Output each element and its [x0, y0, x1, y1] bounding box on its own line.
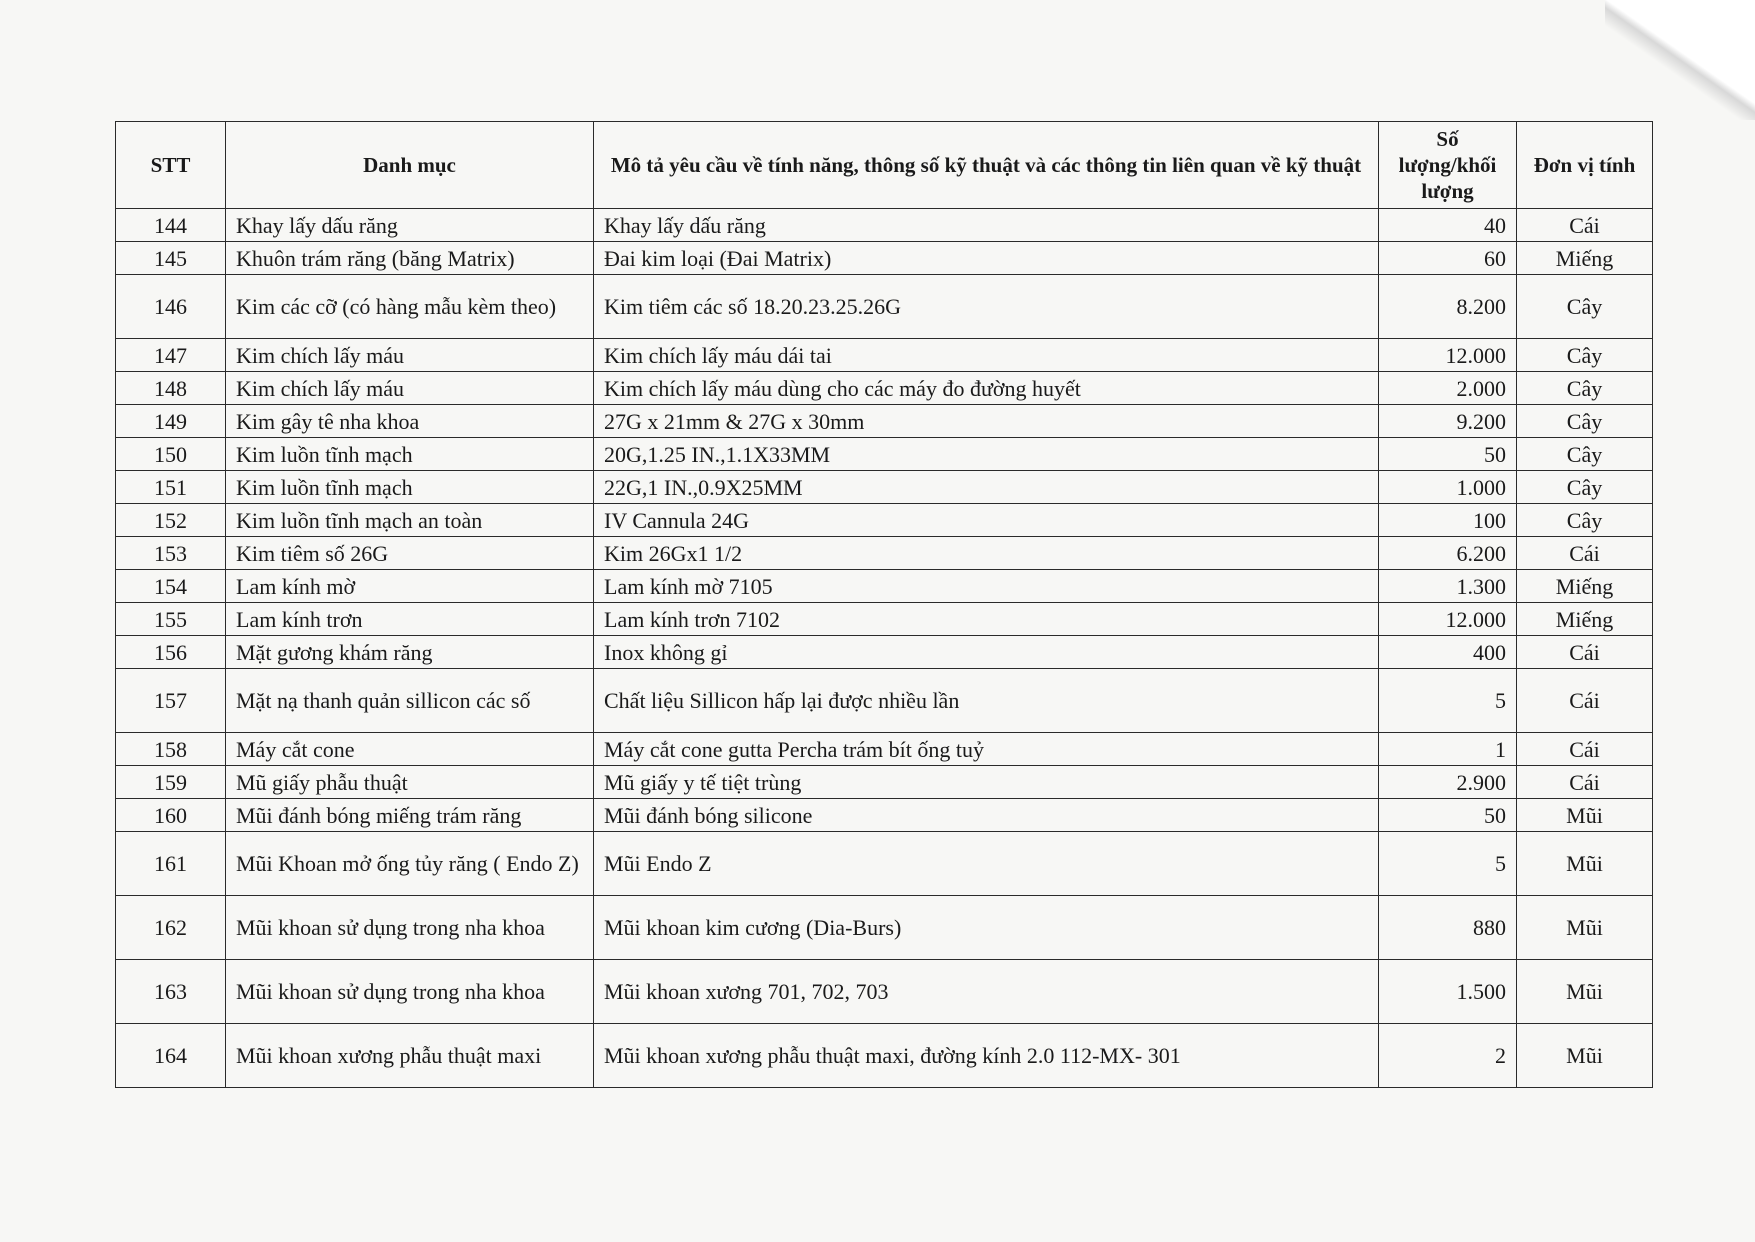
cell-quantity: 2 — [1379, 1024, 1517, 1088]
table-row — [116, 471, 1653, 504]
table-row — [116, 405, 1653, 438]
cell-category: Mũi khoan sử dụng trong nha khoa — [226, 960, 594, 1024]
table-row — [116, 896, 1653, 960]
table-row — [116, 438, 1653, 471]
cell-stt: 154 — [116, 570, 226, 603]
cell-description: Lam kính mờ 7105 — [594, 570, 1379, 603]
cell-category: Kim chích lấy máu — [226, 372, 594, 405]
cell-description: Kim chích lấy máu dùng cho các máy đo đường huyết — [594, 372, 1379, 405]
cell-stt: 155 — [116, 603, 226, 636]
table-row — [116, 537, 1653, 570]
table-row — [116, 275, 1653, 339]
cell-stt: 160 — [116, 799, 226, 832]
cell-category: Mũi khoan xương phẫu thuật maxi — [226, 1024, 594, 1088]
cell-unit: Mũi — [1517, 896, 1653, 960]
cell-quantity: 100 — [1379, 504, 1517, 537]
cell-quantity: 60 — [1379, 242, 1517, 275]
cell-unit: Cái — [1517, 636, 1653, 669]
cell-description: Mũi khoan xương 701, 702, 703 — [594, 960, 1379, 1024]
cell-description: 27G x 21mm & 27G x 30mm — [594, 405, 1379, 438]
cell-unit: Cái — [1517, 766, 1653, 799]
cell-category: Lam kính mờ — [226, 570, 594, 603]
table-row — [116, 603, 1653, 636]
cell-stt: 158 — [116, 733, 226, 766]
table-row — [116, 339, 1653, 372]
cell-quantity: 1.500 — [1379, 960, 1517, 1024]
cell-description: Kim tiêm các số 18.20.23.25.26G — [594, 275, 1379, 339]
table-header-row — [116, 122, 1653, 209]
table-row — [116, 832, 1653, 896]
cell-unit: Cây — [1517, 471, 1653, 504]
cell-stt: 164 — [116, 1024, 226, 1088]
cell-description: 22G,1 IN.,0.9X25MM — [594, 471, 1379, 504]
cell-unit: Cái — [1517, 209, 1653, 242]
cell-quantity: 12.000 — [1379, 339, 1517, 372]
cell-unit: Cây — [1517, 504, 1653, 537]
cell-quantity: 1 — [1379, 733, 1517, 766]
header-quantity: Số lượng/khối lượng — [1379, 122, 1517, 209]
header-description: Mô tả yêu cầu về tính năng, thông số kỹ thuật và các thông tin liên quan về kỹ thuật — [594, 122, 1379, 209]
cell-category: Kim luồn tĩnh mạch — [226, 471, 594, 504]
cell-quantity: 1.300 — [1379, 570, 1517, 603]
cell-stt: 157 — [116, 669, 226, 733]
cell-category: Mặt gương khám răng — [226, 636, 594, 669]
cell-description: Mũi Endo Z — [594, 832, 1379, 896]
header-unit: Đơn vị tính — [1517, 122, 1653, 209]
cell-stt: 144 — [116, 209, 226, 242]
cell-unit: Cây — [1517, 275, 1653, 339]
cell-category: Máy cắt cone — [226, 733, 594, 766]
cell-quantity: 2.900 — [1379, 766, 1517, 799]
cell-description: Mũ giấy y tế tiệt trùng — [594, 766, 1379, 799]
cell-description: Khay lấy dấu răng — [594, 209, 1379, 242]
cell-stt: 152 — [116, 504, 226, 537]
cell-unit: Cái — [1517, 537, 1653, 570]
cell-stt: 162 — [116, 896, 226, 960]
cell-stt: 163 — [116, 960, 226, 1024]
cell-unit: Mũi — [1517, 960, 1653, 1024]
cell-stt: 153 — [116, 537, 226, 570]
cell-description: IV Cannula 24G — [594, 504, 1379, 537]
cell-category: Kim luồn tĩnh mạch an toàn — [226, 504, 594, 537]
cell-quantity: 2.000 — [1379, 372, 1517, 405]
cell-category: Mũ giấy phẫu thuật — [226, 766, 594, 799]
cell-unit: Cây — [1517, 438, 1653, 471]
cell-category: Mặt nạ thanh quản sillicon các số — [226, 669, 594, 733]
page-fold-corner — [1605, 0, 1755, 120]
cell-category: Khuôn trám răng (băng Matrix) — [226, 242, 594, 275]
cell-unit: Miếng — [1517, 242, 1653, 275]
cell-quantity: 880 — [1379, 896, 1517, 960]
cell-stt: 151 — [116, 471, 226, 504]
cell-description: Mũi khoan kim cương (Dia-Burs) — [594, 896, 1379, 960]
table-row — [116, 504, 1653, 537]
cell-category: Kim gây tê nha khoa — [226, 405, 594, 438]
cell-category: Kim tiêm số 26G — [226, 537, 594, 570]
cell-stt: 146 — [116, 275, 226, 339]
cell-quantity: 6.200 — [1379, 537, 1517, 570]
cell-stt: 148 — [116, 372, 226, 405]
cell-category: Mũi khoan sử dụng trong nha khoa — [226, 896, 594, 960]
cell-unit: Cây — [1517, 372, 1653, 405]
table-row — [116, 960, 1653, 1024]
cell-unit: Miếng — [1517, 603, 1653, 636]
cell-stt: 156 — [116, 636, 226, 669]
specification-table — [115, 121, 1653, 1088]
cell-quantity: 8.200 — [1379, 275, 1517, 339]
cell-quantity: 9.200 — [1379, 405, 1517, 438]
cell-unit: Mũi — [1517, 832, 1653, 896]
cell-quantity: 5 — [1379, 832, 1517, 896]
cell-category: Lam kính trơn — [226, 603, 594, 636]
cell-description: Kim chích lấy máu dái tai — [594, 339, 1379, 372]
header-category: Danh mục — [226, 122, 594, 209]
table-row — [116, 242, 1653, 275]
cell-unit: Miếng — [1517, 570, 1653, 603]
cell-description: Chất liệu Sillicon hấp lại được nhiều lần — [594, 669, 1379, 733]
cell-description: 20G,1.25 IN.,1.1X33MM — [594, 438, 1379, 471]
table-row — [116, 1024, 1653, 1088]
cell-quantity: 5 — [1379, 669, 1517, 733]
cell-quantity: 1.000 — [1379, 471, 1517, 504]
cell-stt: 161 — [116, 832, 226, 896]
cell-unit: Cái — [1517, 669, 1653, 733]
cell-quantity: 12.000 — [1379, 603, 1517, 636]
table-row — [116, 209, 1653, 242]
cell-quantity: 40 — [1379, 209, 1517, 242]
table-row — [116, 733, 1653, 766]
cell-unit: Mũi — [1517, 1024, 1653, 1088]
table-row — [116, 799, 1653, 832]
cell-category: Khay lấy dấu răng — [226, 209, 594, 242]
header-stt: STT — [116, 122, 226, 209]
table-row — [116, 570, 1653, 603]
cell-description: Mũi khoan xương phẫu thuật maxi, đường kính 2.0 112-MX- 301 — [594, 1024, 1379, 1088]
cell-unit: Mũi — [1517, 799, 1653, 832]
cell-stt: 147 — [116, 339, 226, 372]
table-row — [116, 669, 1653, 733]
cell-description: Máy cắt cone gutta Percha trám bít ống tuỷ — [594, 733, 1379, 766]
cell-unit: Cây — [1517, 339, 1653, 372]
cell-quantity: 50 — [1379, 799, 1517, 832]
table-row — [116, 636, 1653, 669]
cell-stt: 145 — [116, 242, 226, 275]
cell-description: Đai kim loại (Đai Matrix) — [594, 242, 1379, 275]
cell-category: Kim chích lấy máu — [226, 339, 594, 372]
cell-category: Kim luồn tĩnh mạch — [226, 438, 594, 471]
cell-stt: 159 — [116, 766, 226, 799]
cell-stt: 149 — [116, 405, 226, 438]
cell-description: Mũi đánh bóng silicone — [594, 799, 1379, 832]
cell-description: Lam kính trơn 7102 — [594, 603, 1379, 636]
cell-stt: 150 — [116, 438, 226, 471]
cell-quantity: 400 — [1379, 636, 1517, 669]
cell-description: Inox không gỉ — [594, 636, 1379, 669]
cell-category: Mũi Khoan mở ống tủy răng ( Endo Z) — [226, 832, 594, 896]
cell-category: Kim các cỡ (có hàng mẫu kèm theo) — [226, 275, 594, 339]
cell-quantity: 50 — [1379, 438, 1517, 471]
cell-description: Kim 26Gx1 1/2 — [594, 537, 1379, 570]
cell-unit: Cái — [1517, 733, 1653, 766]
table-row — [116, 372, 1653, 405]
cell-unit: Cây — [1517, 405, 1653, 438]
table-row — [116, 766, 1653, 799]
cell-category: Mũi đánh bóng miếng trám răng — [226, 799, 594, 832]
